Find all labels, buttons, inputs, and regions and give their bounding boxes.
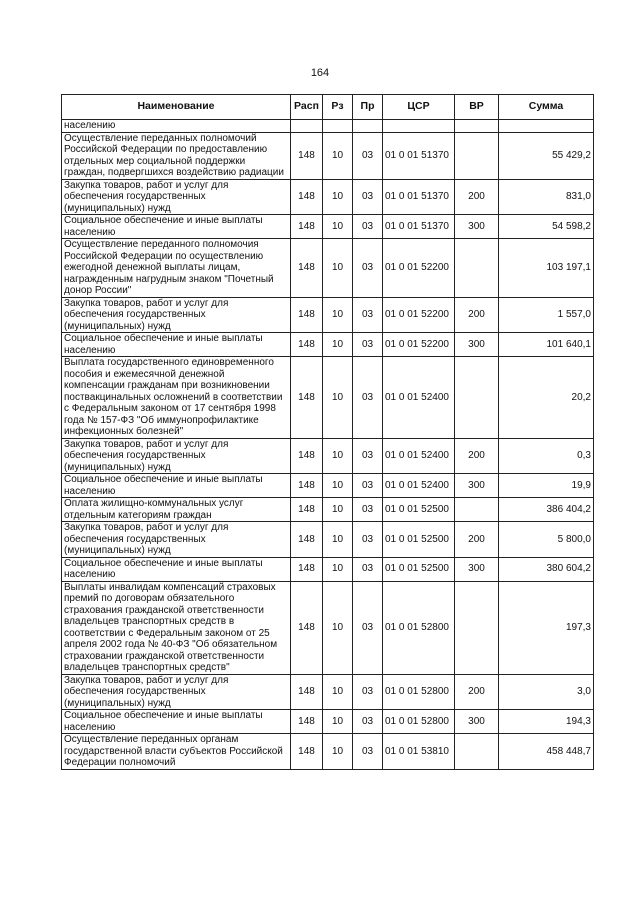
cell-csr: 01 0 01 52800 [383, 710, 455, 734]
cell-rz: 10 [323, 357, 353, 439]
cell-csr [383, 120, 455, 133]
cell-name: Закупка товаров, работ и услуг для обеспечения государственных (муниципальных) нужд [62, 674, 291, 710]
cell-csr: 01 0 01 52400 [383, 357, 455, 439]
cell-pr: 03 [353, 333, 383, 357]
header-sum: Сумма [499, 95, 594, 120]
header-name: Наименование [62, 95, 291, 120]
cell-rz: 10 [323, 132, 353, 179]
cell-pr: 03 [353, 179, 383, 215]
cell-sum [499, 120, 594, 133]
cell-sum: 194,3 [499, 710, 594, 734]
cell-pr: 03 [353, 132, 383, 179]
cell-pr: 03 [353, 297, 383, 333]
cell-sum: 54 598,2 [499, 215, 594, 239]
header-vr: ВР [455, 95, 499, 120]
cell-rz: 10 [323, 674, 353, 710]
cell-vr: 300 [455, 557, 499, 581]
table-row [62, 215, 594, 239]
cell-sum: 101 640,1 [499, 333, 594, 357]
cell-rz: 10 [323, 581, 353, 674]
table-row [62, 710, 594, 734]
cell-csr: 01 0 01 51370 [383, 179, 455, 215]
cell-rz: 10 [323, 522, 353, 558]
cell-vr: 200 [455, 438, 499, 474]
cell-pr: 03 [353, 674, 383, 710]
cell-csr: 01 0 01 53810 [383, 734, 455, 770]
cell-sum: 55 429,2 [499, 132, 594, 179]
table-row [62, 438, 594, 474]
cell-sum: 380 604,2 [499, 557, 594, 581]
cell-csr: 01 0 01 52800 [383, 581, 455, 674]
cell-vr: 200 [455, 522, 499, 558]
header-rasp: Расп [291, 95, 323, 120]
header-rz: Рз [323, 95, 353, 120]
cell-pr: 03 [353, 734, 383, 770]
cell-csr: 01 0 01 51370 [383, 215, 455, 239]
table-row [62, 357, 594, 439]
cell-rasp: 148 [291, 333, 323, 357]
cell-rasp: 148 [291, 239, 323, 298]
cell-pr: 03 [353, 710, 383, 734]
cell-rz: 10 [323, 215, 353, 239]
cell-rz: 10 [323, 333, 353, 357]
cell-pr: 03 [353, 239, 383, 298]
cell-vr: 300 [455, 474, 499, 498]
cell-rz: 10 [323, 474, 353, 498]
cell-sum: 19,9 [499, 474, 594, 498]
table-header-row [62, 95, 594, 120]
cell-rasp: 148 [291, 179, 323, 215]
cell-vr [455, 581, 499, 674]
table-row [62, 522, 594, 558]
table-row [62, 734, 594, 770]
cell-rasp: 148 [291, 357, 323, 439]
cell-pr [353, 120, 383, 133]
cell-pr: 03 [353, 474, 383, 498]
cell-pr: 03 [353, 498, 383, 522]
cell-sum: 197,3 [499, 581, 594, 674]
table-row [62, 474, 594, 498]
table-row [62, 297, 594, 333]
cell-sum: 0,3 [499, 438, 594, 474]
cell-sum: 20,2 [499, 357, 594, 439]
cell-sum: 103 197,1 [499, 239, 594, 298]
budget-table [61, 94, 594, 770]
cell-name: Выплата государственного единовременного пособия и ежемесячной денежной компенсации гражданам при возникновении поствакцинальных осложнений в соответствии с Федеральным законом от 17 сентября 1998 года № 157-ФЗ "Об иммунопрофилактике инфекционных болезней" [62, 357, 291, 439]
cell-vr [455, 132, 499, 179]
table-row [62, 557, 594, 581]
cell-pr: 03 [353, 438, 383, 474]
cell-rz: 10 [323, 734, 353, 770]
cell-sum: 458 448,7 [499, 734, 594, 770]
cell-name: Оплата жилищно-коммунальных услуг отдельным категориям граждан [62, 498, 291, 522]
cell-name: Выплаты инвалидам компенсаций страховых премий по договорам обязательного страхования гражданской ответственности владельцев транспортных средств в соответствии с Федеральным законом от 25 апреля 2002 года № 40-ФЗ "Об обязательном страховании гражданской ответственности владельцев транспортных средств" [62, 581, 291, 674]
cell-vr: 300 [455, 215, 499, 239]
cell-rz: 10 [323, 498, 353, 522]
header-pr: Пр [353, 95, 383, 120]
cell-pr: 03 [353, 215, 383, 239]
cell-rz: 10 [323, 557, 353, 581]
cell-sum: 5 800,0 [499, 522, 594, 558]
table-row [62, 333, 594, 357]
cell-rz: 10 [323, 297, 353, 333]
cell-vr [455, 734, 499, 770]
cell-csr: 01 0 01 52400 [383, 474, 455, 498]
cell-rasp: 148 [291, 734, 323, 770]
cell-vr [455, 498, 499, 522]
cell-vr: 200 [455, 179, 499, 215]
cell-csr: 01 0 01 52800 [383, 674, 455, 710]
table-row [62, 581, 594, 674]
cell-vr: 300 [455, 710, 499, 734]
cell-pr: 03 [353, 581, 383, 674]
cell-name: Социальное обеспечение и иные выплаты населению [62, 557, 291, 581]
cell-rz: 10 [323, 438, 353, 474]
cell-rasp: 148 [291, 557, 323, 581]
cell-pr: 03 [353, 357, 383, 439]
cell-rasp: 148 [291, 522, 323, 558]
cell-csr: 01 0 01 52500 [383, 498, 455, 522]
cell-rasp: 148 [291, 674, 323, 710]
cell-csr: 01 0 01 52200 [383, 239, 455, 298]
cell-vr: 300 [455, 333, 499, 357]
cell-name: населению [62, 120, 291, 133]
cell-rz: 10 [323, 710, 353, 734]
cell-name: Осуществление переданных полномочий Российской Федерации по предоставлению отдельных мер социальной поддержки граждан, подвергшихся воздействию радиации [62, 132, 291, 179]
cell-rz: 10 [323, 239, 353, 298]
cell-name: Социальное обеспечение и иные выплаты населению [62, 474, 291, 498]
cell-csr: 01 0 01 52500 [383, 557, 455, 581]
cell-rasp: 148 [291, 498, 323, 522]
cell-csr: 01 0 01 52500 [383, 522, 455, 558]
cell-sum: 3,0 [499, 674, 594, 710]
cell-rasp: 148 [291, 438, 323, 474]
cell-vr [455, 239, 499, 298]
cell-name: Осуществление переданного полномочия Российской Федерации по осуществлению ежегодной денежной выплаты лицам, награжденным нагрудным знаком "Почетный донор России" [62, 239, 291, 298]
cell-sum: 1 557,0 [499, 297, 594, 333]
cell-pr: 03 [353, 557, 383, 581]
cell-csr: 01 0 01 52200 [383, 297, 455, 333]
page-number: 164 [310, 67, 330, 79]
cell-sum: 386 404,2 [499, 498, 594, 522]
cell-csr: 01 0 01 51370 [383, 132, 455, 179]
cell-name: Закупка товаров, работ и услуг для обеспечения государственных (муниципальных) нужд [62, 438, 291, 474]
cell-rz [323, 120, 353, 133]
cell-rasp [291, 120, 323, 133]
cell-rasp: 148 [291, 581, 323, 674]
cell-name: Осуществление переданных органам государственной власти субъектов Российской Федерации полномочий [62, 734, 291, 770]
cell-csr: 01 0 01 52400 [383, 438, 455, 474]
table-row [62, 239, 594, 298]
table-row [62, 498, 594, 522]
cell-vr: 200 [455, 297, 499, 333]
cell-csr: 01 0 01 52200 [383, 333, 455, 357]
cell-name: Закупка товаров, работ и услуг для обеспечения государственных (муниципальных) нужд [62, 297, 291, 333]
header-csr: ЦСР [383, 95, 455, 120]
cell-name: Социальное обеспечение и иные выплаты населению [62, 215, 291, 239]
cell-name: Закупка товаров, работ и услуг для обеспечения государственных (муниципальных) нужд [62, 179, 291, 215]
cell-rasp: 148 [291, 474, 323, 498]
cell-rasp: 148 [291, 297, 323, 333]
cell-rasp: 148 [291, 132, 323, 179]
cell-rz: 10 [323, 179, 353, 215]
cell-name: Закупка товаров, работ и услуг для обеспечения государственных (муниципальных) нужд [62, 522, 291, 558]
table-row [62, 179, 594, 215]
table-row [62, 120, 594, 133]
cell-name: Социальное обеспечение и иные выплаты населению [62, 710, 291, 734]
cell-rasp: 148 [291, 215, 323, 239]
cell-pr: 03 [353, 522, 383, 558]
cell-name: Социальное обеспечение и иные выплаты населению [62, 333, 291, 357]
cell-vr: 200 [455, 674, 499, 710]
cell-sum: 831,0 [499, 179, 594, 215]
table-row [62, 674, 594, 710]
cell-rasp: 148 [291, 710, 323, 734]
cell-vr [455, 120, 499, 133]
table-row [62, 132, 594, 179]
cell-vr [455, 357, 499, 439]
